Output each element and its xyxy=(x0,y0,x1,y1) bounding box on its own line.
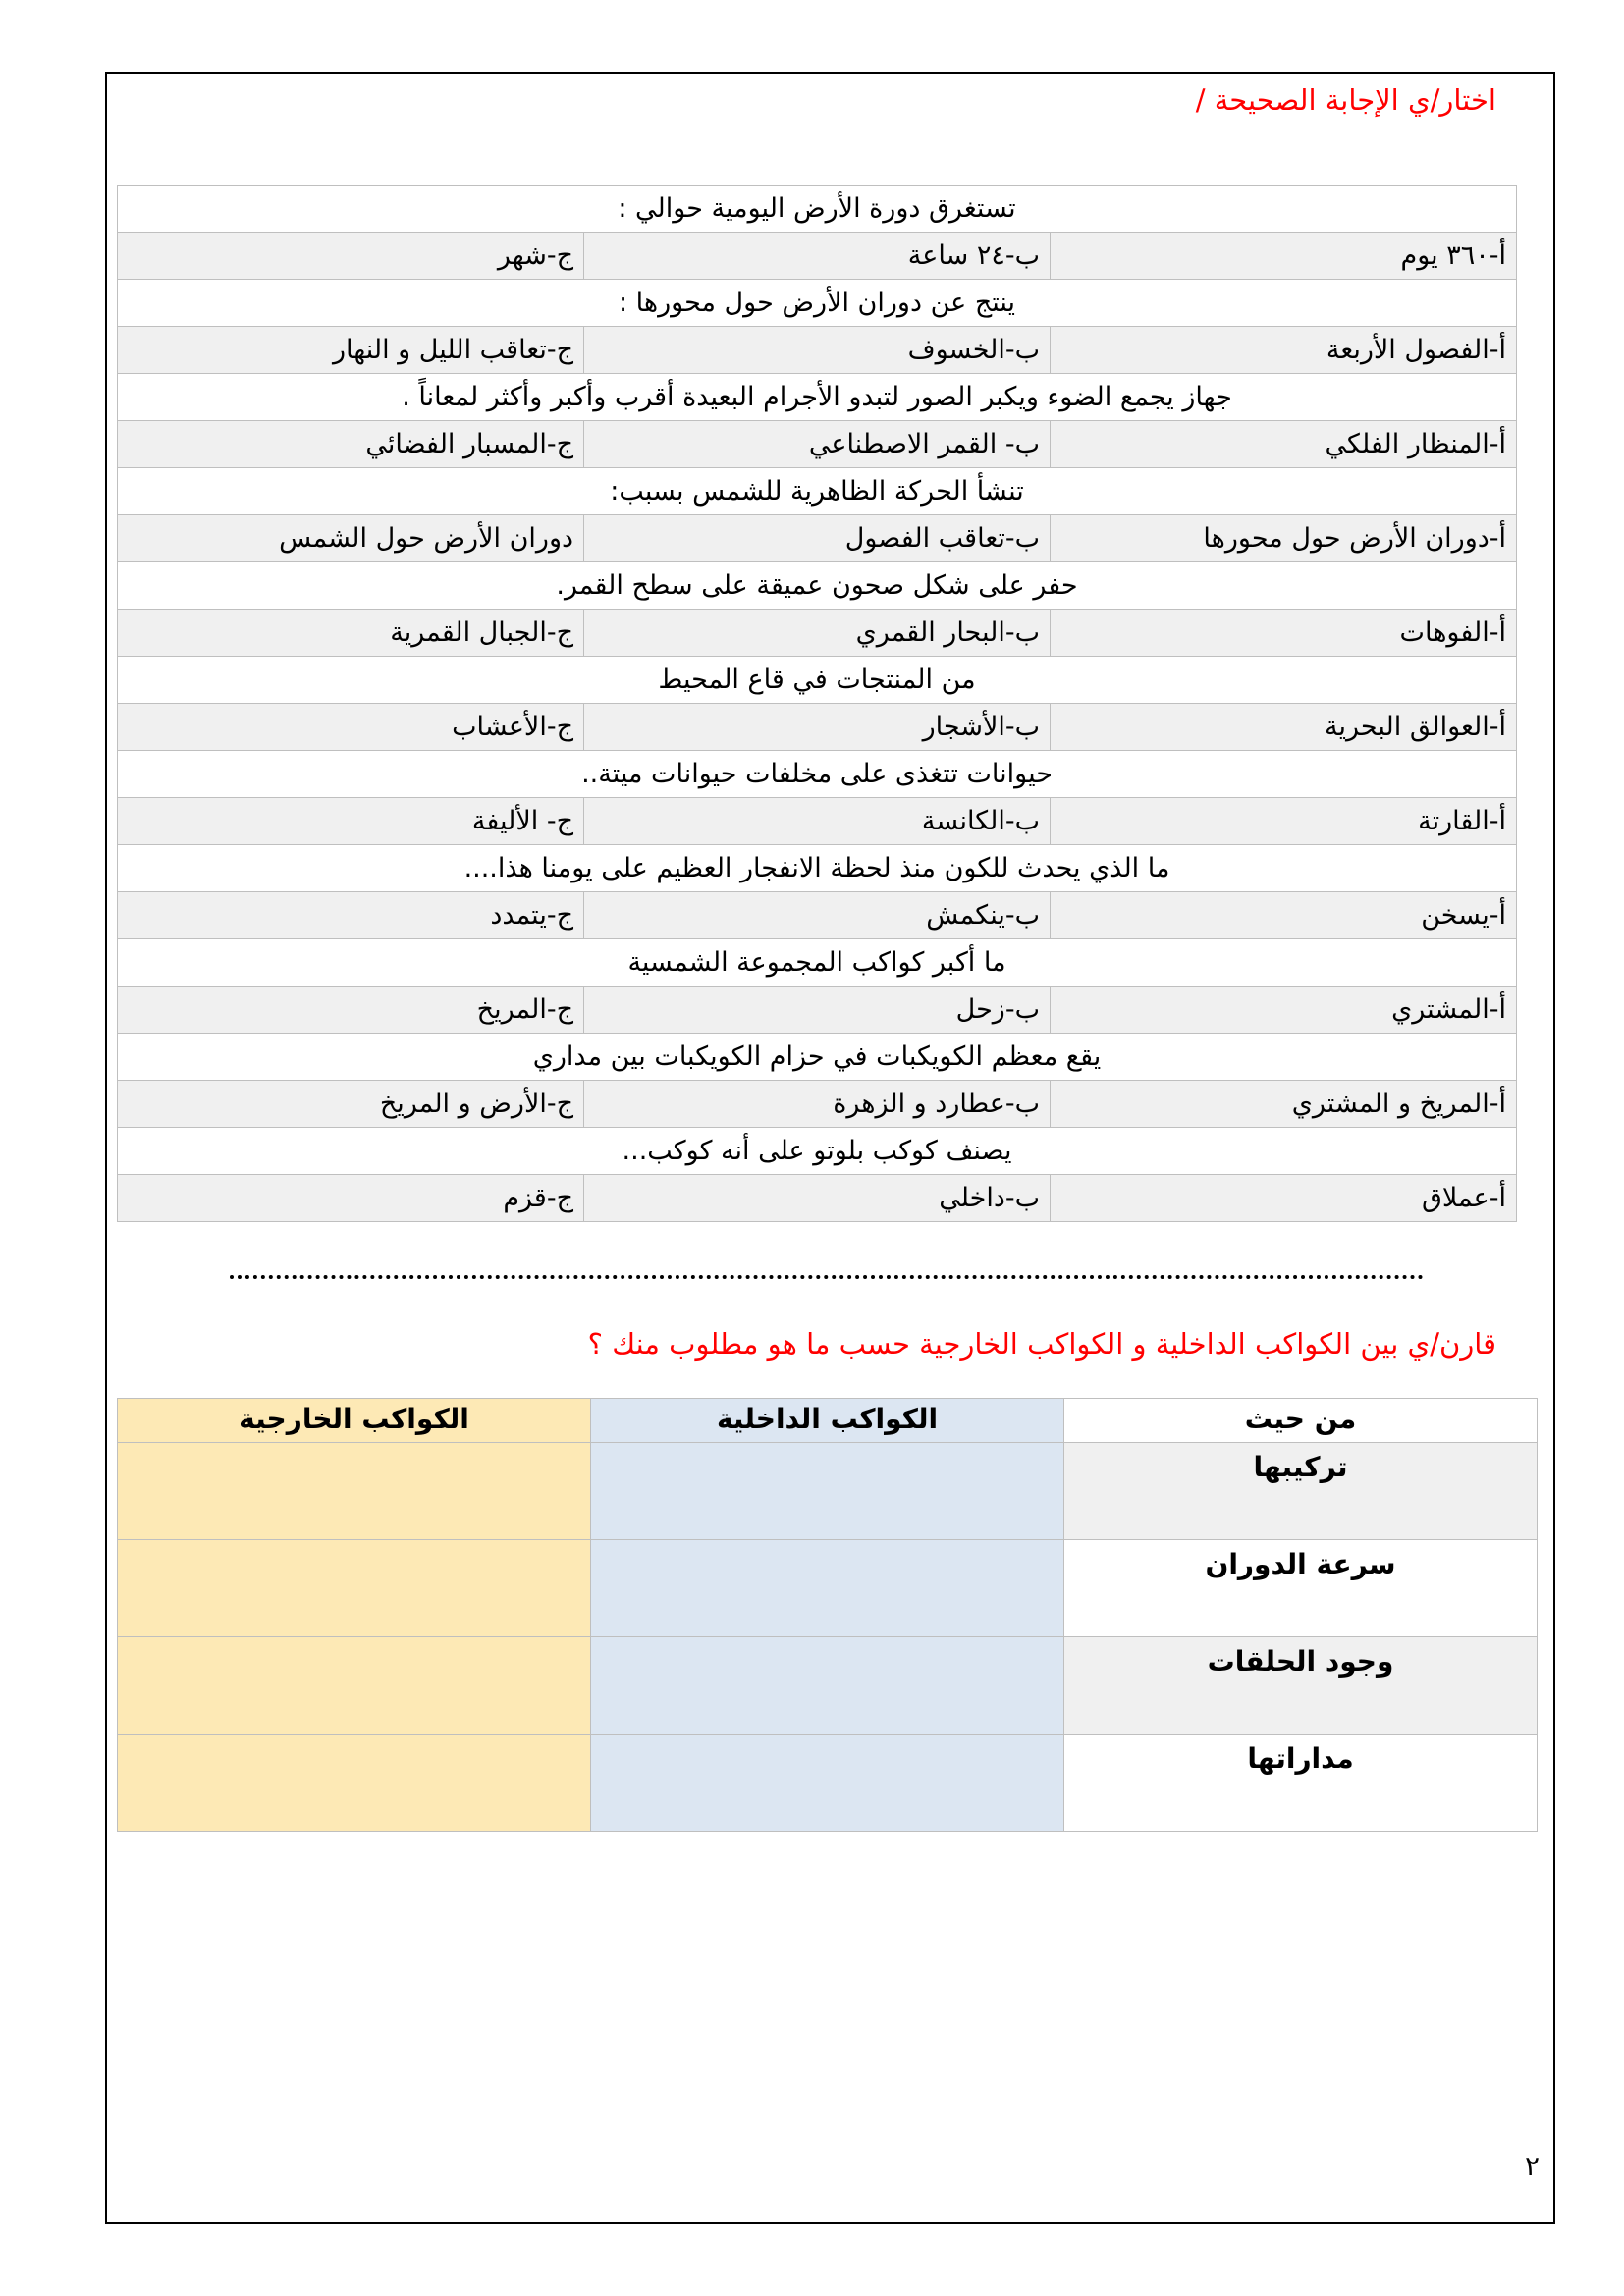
option-c[interactable]: ج-الأعشاب xyxy=(118,704,584,751)
question-text: من المنتجات في قاع المحيط xyxy=(118,657,1517,704)
options-row xyxy=(118,798,1517,845)
option-a[interactable]: أ-الفوهات xyxy=(1051,610,1517,657)
question-row xyxy=(118,1128,1517,1175)
option-c[interactable]: ج-يتمدد xyxy=(118,892,584,939)
question-text: ما أكبر كواكب المجموعة الشمسية xyxy=(118,939,1517,987)
header-outer-planets: الكواكب الخارجية xyxy=(118,1399,591,1443)
section-heading-choose: اختار/ي الإجابة الصحيحة / xyxy=(1195,83,1496,117)
criterion-cell: وجود الحلقات xyxy=(1064,1637,1538,1735)
option-a[interactable]: أ-الفصول الأربعة xyxy=(1051,327,1517,374)
option-b[interactable]: ب-زحل xyxy=(584,987,1051,1034)
option-a[interactable]: أ-المنظار الفلكي xyxy=(1051,421,1517,468)
outer-answer-cell[interactable] xyxy=(118,1735,591,1832)
question-row xyxy=(118,751,1517,798)
option-b[interactable]: ب-داخلي xyxy=(584,1175,1051,1222)
options-row xyxy=(118,515,1517,562)
criterion-cell: مداراتها xyxy=(1064,1735,1538,1832)
option-a[interactable]: أ-يسخن xyxy=(1051,892,1517,939)
options-row xyxy=(118,327,1517,374)
multiple-choice-table xyxy=(117,185,1517,1222)
header-inner-planets: الكواكب الداخلية xyxy=(591,1399,1064,1443)
question-text: حفر على شكل صحون عميقة على سطح القمر. xyxy=(118,562,1517,610)
question-row xyxy=(118,374,1517,421)
question-row xyxy=(118,186,1517,233)
option-a[interactable]: أ-المشتري xyxy=(1051,987,1517,1034)
page-number: ٢ xyxy=(1524,2150,1540,2182)
option-c[interactable]: ج-المسبار الفضائي xyxy=(118,421,584,468)
options-row xyxy=(118,704,1517,751)
question-row xyxy=(118,562,1517,610)
question-row xyxy=(118,280,1517,327)
question-text: يصنف كوكب بلوتو على أنه كوكب... xyxy=(118,1128,1517,1175)
outer-answer-cell[interactable] xyxy=(118,1443,591,1540)
comparison-header-row xyxy=(118,1399,1538,1443)
option-c[interactable]: ج-تعاقب الليل و النهار xyxy=(118,327,584,374)
inner-answer-cell[interactable] xyxy=(591,1735,1064,1832)
option-c[interactable]: دوران الأرض حول الشمس xyxy=(118,515,584,562)
option-c[interactable]: ج-المريخ xyxy=(118,987,584,1034)
question-text: جهاز يجمع الضوء ويكبر الصور لتبدو الأجرام البعيدة أقرب وأكبر وأكثر لمعاناً . xyxy=(118,374,1517,421)
option-b[interactable]: ب-ينكمش xyxy=(584,892,1051,939)
options-row xyxy=(118,233,1517,280)
comparison-row xyxy=(118,1443,1538,1540)
outer-answer-cell[interactable] xyxy=(118,1637,591,1735)
question-text: حيوانات تتغذى على مخلفات حيوانات ميتة.. xyxy=(118,751,1517,798)
question-text: يقع معظم الكويكبات في حزام الكويكبات بين مداري xyxy=(118,1034,1517,1081)
question-row xyxy=(118,845,1517,892)
options-row xyxy=(118,421,1517,468)
inner-answer-cell[interactable] xyxy=(591,1637,1064,1735)
option-b[interactable]: ب-عطارد و الزهرة xyxy=(584,1081,1051,1128)
question-row xyxy=(118,657,1517,704)
inner-answer-cell[interactable] xyxy=(591,1443,1064,1540)
outer-answer-cell[interactable] xyxy=(118,1540,591,1637)
option-c[interactable]: ج-قزم xyxy=(118,1175,584,1222)
question-text: تستغرق دورة الأرض اليومية حوالي : xyxy=(118,186,1517,233)
option-a[interactable]: أ-عملاق xyxy=(1051,1175,1517,1222)
option-b[interactable]: ب- القمر الاصطناعي xyxy=(584,421,1051,468)
option-b[interactable]: ب-الأشجار xyxy=(584,704,1051,751)
comparison-row xyxy=(118,1637,1538,1735)
criterion-cell: سرعة الدوران xyxy=(1064,1540,1538,1637)
comparison-row xyxy=(118,1540,1538,1637)
option-b[interactable]: ب-الخسوف xyxy=(584,327,1051,374)
question-text: ما الذي يحدث للكون منذ لحظة الانفجار العظيم على يومنا هذا.... xyxy=(118,845,1517,892)
option-c[interactable]: ج-الأرض و المريخ xyxy=(118,1081,584,1128)
criterion-cell: تركيبها xyxy=(1064,1443,1538,1540)
option-a[interactable]: أ-المريخ و المشتري xyxy=(1051,1081,1517,1128)
option-b[interactable]: ب-الكانسة xyxy=(584,798,1051,845)
comparison-table xyxy=(117,1398,1538,1832)
options-row xyxy=(118,987,1517,1034)
option-b[interactable]: ب-تعاقب الفصول xyxy=(584,515,1051,562)
question-row xyxy=(118,939,1517,987)
option-a[interactable]: أ-القارتة xyxy=(1051,798,1517,845)
comparison-row xyxy=(118,1735,1538,1832)
option-a[interactable]: أ-٣٦٠ يوم xyxy=(1051,233,1517,280)
question-text: ينتج عن دوران الأرض حول محورها : xyxy=(118,280,1517,327)
option-b[interactable]: ب-البحار القمري xyxy=(584,610,1051,657)
option-c[interactable]: ج- الأليفة xyxy=(118,798,584,845)
options-row xyxy=(118,892,1517,939)
option-c[interactable]: ج-شهر xyxy=(118,233,584,280)
section-heading-compare: قارن/ي بين الكواكب الداخلية و الكواكب الخارجية حسب ما هو مطلوب منك ؟ xyxy=(587,1327,1496,1361)
options-row xyxy=(118,610,1517,657)
question-row xyxy=(118,468,1517,515)
option-a[interactable]: أ-العوالق البحرية xyxy=(1051,704,1517,751)
option-c[interactable]: ج-الجبال القمرية xyxy=(118,610,584,657)
dotted-separator xyxy=(230,1275,1424,1279)
options-row xyxy=(118,1175,1517,1222)
inner-answer-cell[interactable] xyxy=(591,1540,1064,1637)
question-text: تنشأ الحركة الظاهرية للشمس بسبب: xyxy=(118,468,1517,515)
option-a[interactable]: أ-دوران الأرض حول محورها xyxy=(1051,515,1517,562)
header-criterion: من حيث xyxy=(1064,1399,1538,1443)
options-row xyxy=(118,1081,1517,1128)
option-b[interactable]: ب-٢٤ ساعة xyxy=(584,233,1051,280)
question-row xyxy=(118,1034,1517,1081)
